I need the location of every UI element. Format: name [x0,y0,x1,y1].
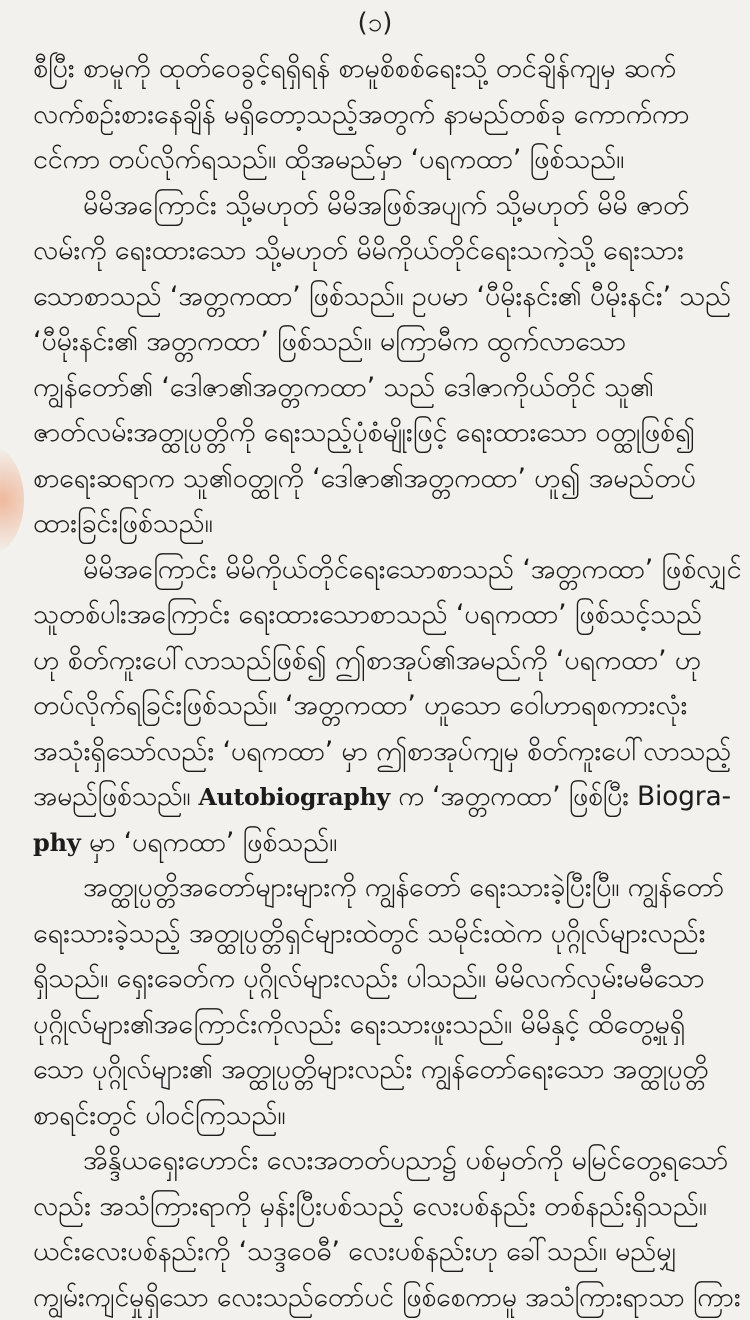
text-line: တပ်လိုက်ရခြင်းဖြစ်သည်။ ‘အတ္တကထာ’ ဟူသော ဝေါဟာရစကားလုံး [33,683,743,729]
text-line: စီပြီး စာမူကို ထုတ်ဝေခွင့်ရရှိရန် စာမူစိစစ်ရေးသို့ တင်ချိန်ကျမှ ဆက် [33,46,743,92]
text-line: လမ်းကို ရေးထားသော သို့မဟုတ် မိမိကိုယ်တိုင်ရေးသကဲ့သို့ ရေးသား [33,228,743,274]
page-number: (၁) [0,8,750,38]
text-line: စာရေးဆရာက သူ၏ဝတ္ထုကို ‘ဒေါဇာ၏အတ္တကထာ’ ဟူ၍ အမည်တပ် [33,456,743,502]
text-segment: က ‘အတ္တကထာ’ ဖြစ်ပြီး Biogra- [390,781,731,812]
text-line: ရှိသည်။ ရှေးခေတ်က ပုဂ္ဂိုလ်များလည်း ပါသည်။ မိမိလက်လှမ်းမမီသော [33,956,743,1002]
text-line: မိမိအကြောင်း သို့မဟုတ် မိမိအဖြစ်အပျက် သို့မဟုတ် မိမိ ဇာတ် [33,183,743,229]
text-line: ဇာတ်လမ်းအတ္ထုပ္ပတ္တိကို ရေးသည့်ပုံစံမျိုးဖြင့် ရေးထားသော ဝတ္ထုဖြစ်၍ [33,410,743,456]
text-line: ရေးသားခဲ့သည့် အတ္ထုပ္ပတ္တိရှင်များထဲတွင် သမိုင်းထဲက ပုဂ္ဂိုလ်များလည်း [33,911,743,957]
latin-word: phy [33,828,81,857]
thumb-smudge [0,445,24,555]
text-line: ကျွမ်းကျင်မှုရှိသော လေးသည်တော်ပင် ဖြစ်စေကာမူ အသံကြားရာသာ ကြား [33,1275,743,1320]
text-line [33,774,743,820]
text-segment: အမည်ဖြစ်သည်။ [33,781,198,812]
body-text [33,46,743,1320]
text-line: ကျွန်တော်၏ ‘ဒေါဇာ၏အတ္တကထာ’ သည် ဒေါဇာကိုယ်တိုင် သူ၏ [33,365,743,411]
text-line: ငင်ကာ တပ်လိုက်ရသည်။ ထိုအမည်မှာ ‘ပရကထာ’ ဖြစ်သည်။ [33,137,743,183]
text-line: သောစာသည် ‘အတ္တကထာ’ ဖြစ်သည်။ ဥပမာ ‘ပီမိုးနင်း၏ ပီမိုးနင်း’ သည် [33,274,743,320]
text-line: လည်း အသံကြားရာကို မှန်းပြီးပစ်သည့် လေးပစ်နည်း တစ်နည်းရှိသည်။ [33,1184,743,1230]
text-line: ထားခြင်းဖြစ်သည်။ [33,501,743,547]
text-line: ပုဂ္ဂိုလ်များ၏အကြောင်းကိုလည်း ရေးသားဖူးသည်။ မိမိနှင့် ထိတွေ့မှုရှိ [33,1002,743,1048]
text-line: အိန္ဒိယရှေးဟောင်း လေးအတတ်ပညာ၌ ပစ်မှတ်ကို မမြင်တွေ့ရသော် [33,1138,743,1184]
text-line: ‘ပီမိုးနင်း၏ အတ္တကထာ’ ဖြစ်သည်။ မကြာမီက ထွက်လာသော [33,319,743,365]
text-line: ယင်းလေးပစ်နည်းကို ‘သဒ္ဒဝေဓီ’ လေးပစ်နည်းဟု ခေါ်သည်။ မည်မျှ [33,1229,743,1275]
text-line: မိမိအကြောင်း မိမိကိုယ်တိုင်ရေးသောစာသည် ‘အတ္တကထာ’ ဖြစ်လျှင် [33,547,743,593]
text-line [33,820,743,866]
text-line: သူတစ်ပါးအကြောင်း ရေးထားသောစာသည် ‘ပရကထာ’ ဖြစ်သင့်သည် [33,592,743,638]
text-line: အသုံးရှိသော်လည်း ‘ပရကထာ’ မှာ ဤစာအုပ်ကျမှ စိတ်ကူးပေါ်လာသည့် [33,729,743,775]
text-line: စာရင်းတွင် ပါဝင်ကြသည်။ [33,1093,743,1139]
text-line: အတ္ထုပ္ပတ္တိအတော်များများကို ကျွန်တော် ရေးသားခဲ့ပြီးပြီ။ ကျွန်တော် [33,865,743,911]
text-line: ဟု စိတ်ကူးပေါ်လာသည်ဖြစ်၍ ဤစာအုပ်၏အမည်ကို ‘ပရကထာ’ ဟု [33,638,743,684]
text-line: သော ပုဂ္ဂိုလ်များ၏ အတ္ထုပ္ပတ္တိများလည်း ကျွန်တော်ရေးသော အတ္ထုပ္ပတ္တိ [33,1047,743,1093]
text-line: လက်စဉ်းစားနေချိန် မရှိတော့သည့်အတွက် နာမည်တစ်ခု ကောက်ကာ [33,92,743,138]
text-segment: မှာ ‘ပရကထာ’ ဖြစ်သည်။ [81,827,338,858]
latin-word: Autobiography [198,783,390,811]
